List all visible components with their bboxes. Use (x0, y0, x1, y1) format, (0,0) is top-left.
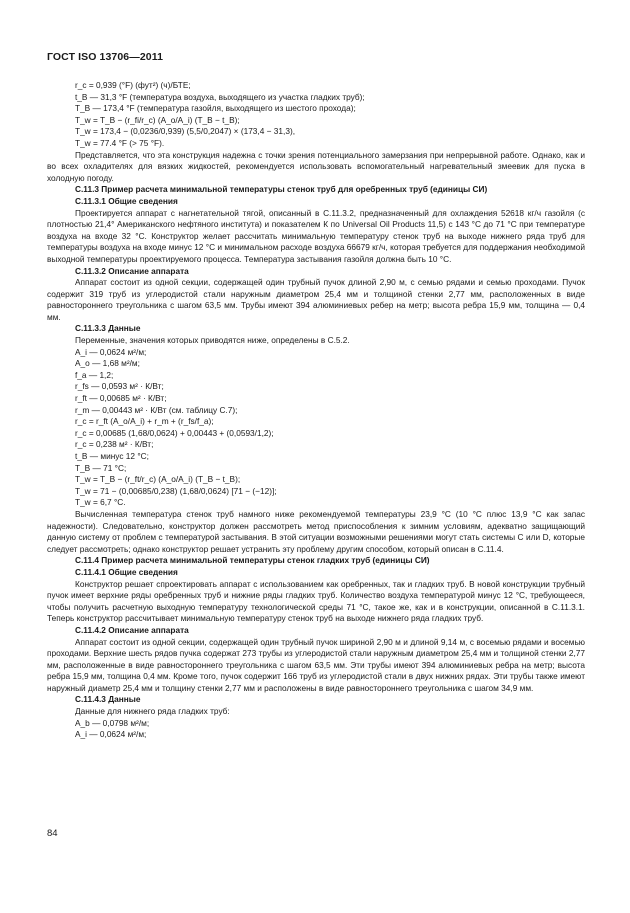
formula-line: T_w = T_B − (r_fi/r_c) (A_o/A_i) (T_B − t_B); (75, 114, 240, 125)
section-heading: C.11.3 Пример расчета минимальной температуры стенок труб для оребренных труб (единицы СИ) (75, 184, 488, 195)
formula-line: A_b — 0,0798 м²/м; (75, 717, 150, 728)
formula-line: r_c = 0,238 м² · К/Вт; (75, 439, 154, 450)
document-body (47, 80, 585, 741)
formula-line: T_w = 173,4 − (0,0236/0,939) (5,5/0,2047) × (173,4 − 31,3), (75, 126, 296, 137)
formula-line: r_c = r_ft (A_o/A_i) + r_m + (r_fs/f_a); (75, 416, 214, 427)
page-number: 84 (47, 828, 58, 839)
formula-line: t_B — 31,3 °F (температура воздуха, выходящего из участка гладких труб); (75, 91, 365, 102)
formula-line: r_c = 0,939 (°F) (фут²) (ч)/БТЕ; (75, 80, 191, 90)
paragraph: Представляется, что эта конструкция надежна с точки зрения потенциального замерзания при непрерывной работе. Однако, как и во всех охладителях для вязких жидкостей, рекомендуется использовать вспомогательный нагревательный змеевик для пуска в холодную погоду. (47, 149, 585, 183)
formula-line: A_o — 1,68 м²/м; (75, 358, 140, 369)
section-heading: C.11.4.3 Данные (75, 694, 141, 705)
formula-line: r_ft — 0,00685 м² · К/Вт; (75, 393, 167, 404)
formula-line: r_m — 0,00443 м² · К/Вт (см. таблицу С.7); (75, 404, 238, 415)
formula-line: A_i — 0,0624 м²/м; (75, 729, 147, 740)
section-heading: C.11.4 Пример расчета минимальной температуры стенок гладких труб (единицы СИ) (75, 555, 430, 566)
formula-line: A_i — 0,0624 м²/м; (75, 346, 147, 357)
formula-line: T_B — 71 °С; (75, 462, 127, 473)
formula-line: T_B — 173,4 °F (температура газойля, выходящего из шестого прохода); (75, 103, 356, 114)
document-header: ГОСТ ISO 13706—2011 (47, 51, 164, 63)
paragraph: Аппарат состоит из одной секции, содержащей один трубный пучок шириной 2,90 м и длиной 9,14 м, с восемью рядами и восемью проходами. Верхние шесть рядов пучка содержат 273 трубы из углеродистой стали наружным диаметром 25,4 мм и толщиной стенки 2,77 мм, расположенные в виде равностороннего треугольника с шагом 63,5 мм. Эти трубы имеют 394 алюминиевых ребра на метр; высота ребра 15,9 мм, толщина 0,4 мм. Кроме того, пучок содержит 166 труб из углеродистой стали в двух нижних рядах. Эти трубы также имеют наружный диаметр 25,4 мм и толщину стенки 2,77 мм и расположены в виде равностороннего треугольника с шагом 34,9 мм. (47, 636, 585, 693)
section-heading: C.11.3.2 Описание аппарата (75, 265, 189, 276)
paragraph: Проектируется аппарат с нагнетательной тягой, описанный в С.11.3.2, предназначенный для охлаждения 52618 кг/ч газойля (с плотностью 21,4° Американского нефтяного института) и показателем К по Universal Oil Products 11,5) с 143 °С до 71 °С при температуре воздуха на входе 32 °С. Конструктор желает рассчитать минимальную температуру стенок труб на выходе нижнего ряда труб для температуры воздуха на входе минус 12 °С и минимальном расходе воздуха 66679 кг/ч, которая требуется для поддержания необходимой выходной температуры проектируемого процесса. Температура застывания газойля должна быть 10 °С. (47, 207, 585, 264)
section-heading: C.11.4.1 Общие сведения (75, 566, 178, 577)
formula-line: T_w = 71 − (0,00685/0,238) (1,68/0,0624) [71 − (−12)]; (75, 485, 277, 496)
formula-line: r_fs — 0,0593 м² · К/Вт; (75, 381, 164, 392)
paragraph: Вычисленная температура стенок труб намного ниже рекомендуемой температуры 23,9 °С (10 °С плюс 13,9 °С как запас надежности). Следовательно, конструктор должен рассмотреть метод приспособления к зимним условиям, адекватно защищающий данную систему от проблем с температурой застывания. В этой ситуации возможными решениями могут стать системы С или D, которые следует рассмотреть; однако конструктор решает устранить эту проблему другим способом, который описан в С.11.4. (47, 508, 585, 554)
formula-line: Данные для нижнего ряда гладких труб: (75, 706, 230, 717)
formula-line: f_a — 1,2; (75, 369, 114, 380)
formula-line: t_B — минус 12 °С; (75, 451, 149, 461)
section-heading: C.11.3.1 Общие сведения (75, 195, 178, 206)
formula-line: T_w = T_B − (r_ft/r_c) (A_o/A_i) (T_B − t_B); (75, 474, 241, 485)
paragraph: Конструктор решает спроектировать аппарат с использованием как оребренных, так и гладких труб. В новой конструкции трубный пучок имеет верхние ряды оребренных труб и нижние ряды гладких труб. Количество воздуха температурой минус 12 °С, требующееся, чтобы получить расчетную выходную температуру технологической среды 71 °С, такое же, как и в конструкции, описанной в С.11.3.1. Теперь конструктор рассчитывает минимальную температуру стенок труб на выходе нижнего ряда гладких труб. (47, 578, 585, 624)
paragraph: Аппарат состоит из одной секции, содержащей один трубный пучок длиной 2,90 м, с семью рядами и семью проходами. Пучок содержит 319 труб из углеродистой стали наружным диаметром 25,4 мм и толщиной стенки 2,77 мм, расположенных в виде равностороннего треугольника с шагом 63,5 мм. Трубы имеют 394 алюминиевых ребер на метр; высота ребра 15,9 мм, толщина — 0,4 мм. (47, 277, 585, 322)
section-heading: C.11.4.2 Описание аппарата (75, 624, 189, 635)
formula-line: T_w = 77.4 °F (> 75 °F). (75, 137, 165, 148)
formula-line: r_c = 0,00685 (1,68/0,0624) + 0,00443 + (0,0593/1,2); (75, 427, 274, 438)
formula-line: Переменные, значения которых приводятся ниже, определены в С.5.2. (75, 335, 350, 346)
section-heading: C.11.3.3 Данные (75, 323, 141, 334)
formula-line: T_w = 6,7 °С. (75, 497, 126, 508)
